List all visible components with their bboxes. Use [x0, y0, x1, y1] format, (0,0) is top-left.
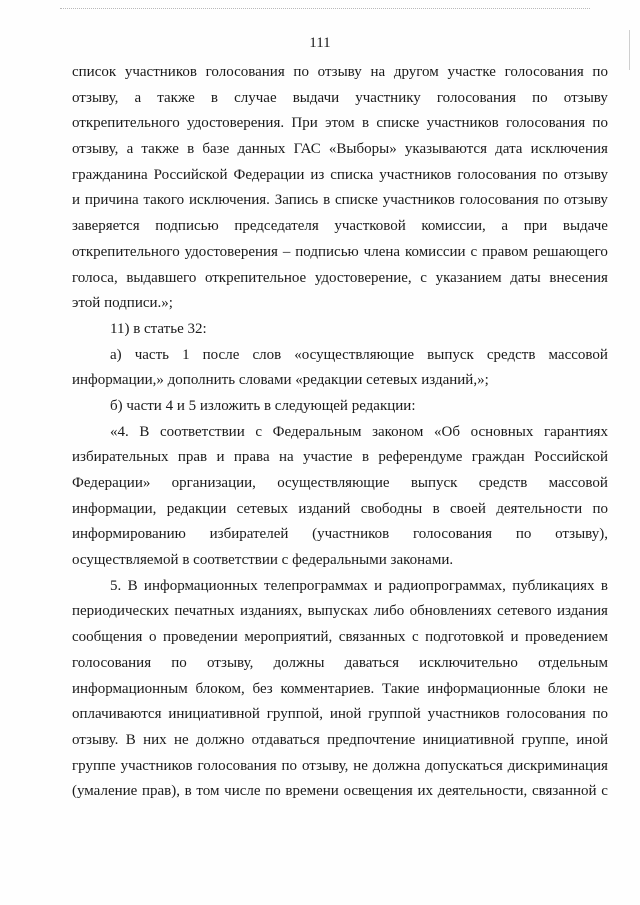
text-line: отзыву, а также в случае выдачи участнику голосования по отзыву: [72, 89, 608, 106]
text-line: этой подписи.»;: [72, 295, 173, 312]
text-line: б) части 4 и 5 изложить в следующей редакции:: [110, 397, 416, 414]
text-line: Федерации» организации, осуществляющие выпуск средств массовой: [72, 475, 608, 491]
text-line: информации,» дополнить словами «редакции сетевых изданий,»;: [72, 372, 489, 389]
page-number: 111: [309, 35, 331, 51]
text-line: сообщения о проведении мероприятий, связанных с подготовкой и проведением: [72, 629, 608, 646]
text-line: голосования по отзыву, должны даваться исключительно отдельным: [72, 654, 608, 671]
text-line: открепительного удостоверения. При этом в списке участников голосования по: [72, 115, 608, 132]
text-line: отзыву. В них не должно отдаваться предпочтение инициативной группе, иной: [72, 731, 608, 748]
text-line: периодических печатных изданиях, выпусках либо обновлениях сетевого издания: [72, 603, 608, 620]
text-line: (умаление прав), в том числе по времени освещения их деятельности, связанной с: [72, 783, 608, 800]
text-line: информированию избирателей (участников голосования по отзыву),: [72, 526, 608, 543]
text-line: гражданина Российской Федерации из списка участников голосования по отзыву: [72, 166, 608, 183]
text-line: оплачиваются инициативной группой, иной группой участников голосования по: [72, 706, 608, 723]
text-line: отзыву, а также в базе данных ГАС «Выборы» указываются дата исключения: [72, 141, 608, 158]
text-line: осуществляемой в соответствии с федеральными законами.: [72, 552, 454, 569]
text-line: группе участников голосования по отзыву, не должна допускаться дискриминация: [72, 757, 608, 774]
text-line: голоса, выдавшего открепительное удостоверение, с указанием даты внесения: [72, 269, 608, 286]
text-line: а) часть 1 после слов «осуществляющие выпуск средств массовой: [110, 346, 608, 363]
text-line: «4. В соответствии с Федеральным законом «Об основных гарантиях: [110, 423, 608, 440]
scan-artifact-top: [60, 8, 590, 12]
text-line: 5. В информационных телепрограммах и радиопрограммах, публикациях в: [110, 577, 608, 594]
text-line: список участников голосования по отзыву на другом участке голосования по: [72, 64, 608, 80]
text-line: 11) в статье 32:: [110, 320, 207, 337]
text-line: открепительного удостоверения – подписью члена комиссии с правом решающего: [72, 243, 608, 260]
text-line: информации, редакции сетевых изданий свободны в своей деятельности по: [72, 500, 608, 517]
text-line: заверяется подписью председателя участковой комиссии, а при выдаче: [72, 218, 608, 235]
text-line: избирательных прав и права на участие в референдуме граждан Российской: [72, 449, 608, 466]
text-line: информационным блоком, без комментариев. Такие информационные блоки не: [72, 680, 608, 697]
text-line: и причина такого исключения. Запись в списке участников голосования по отзыву: [72, 192, 608, 209]
document-body: [72, 60, 608, 805]
